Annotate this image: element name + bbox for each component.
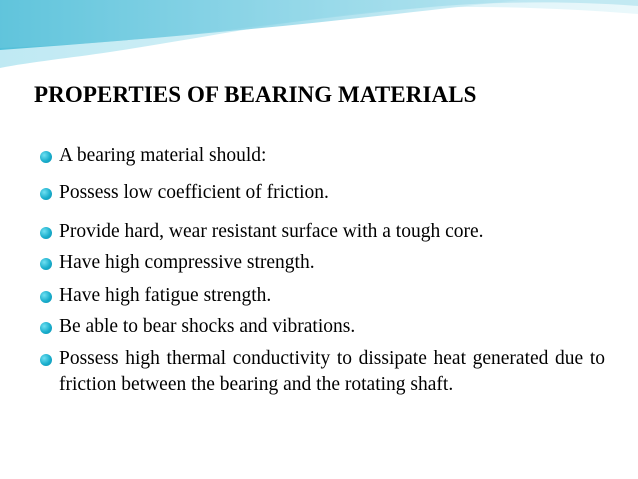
bullet-text: Have high fatigue strength.: [59, 285, 272, 306]
bullet-dot-icon: [40, 354, 52, 366]
bullet-dot-icon: [40, 258, 52, 270]
bullet-text: A bearing material should:: [59, 145, 267, 166]
bullet-dot-icon: [40, 188, 52, 200]
bullet-text: Be able to bear shocks and vibrations.: [59, 316, 356, 337]
bullet-text: Possess high thermal conductivity to dissipate heat generated due to friction between the bearing and the rotating shaft.: [59, 348, 605, 395]
bullet-text: Have high compressive strength.: [59, 252, 315, 273]
bullet-dot-icon: [40, 322, 52, 334]
bullet-text: Possess low coefficient of friction.: [59, 182, 329, 203]
decorative-wave-header: [0, 0, 638, 80]
bullet-text: Provide hard, wear resistant surface with a tough core.: [59, 221, 484, 242]
bullet-dot-icon: [40, 151, 52, 163]
bullet-dot-icon: [40, 291, 52, 303]
bullet-dot-icon: [40, 227, 52, 239]
slide-title: PROPERTIES OF BEARING MATERIALS: [34, 82, 477, 107]
